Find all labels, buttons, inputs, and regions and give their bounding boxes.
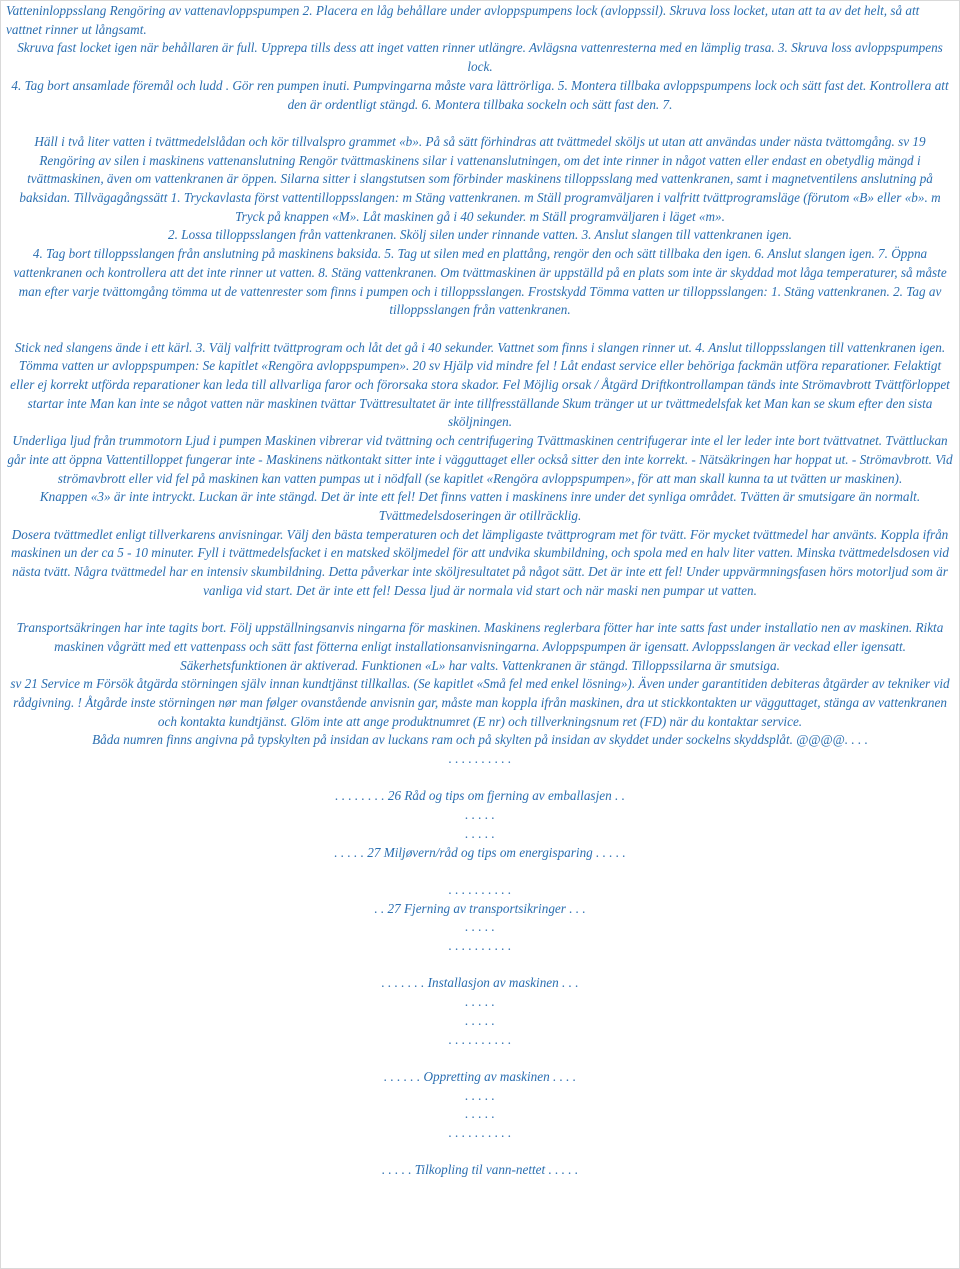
paragraph-5: 2. Lossa tilloppsslangen från vattenkranen. Skölj silen under rinnande vatten. 3. Anslut slangen till vattenkranen igen. bbox=[168, 227, 792, 243]
toc-line: . . . . . bbox=[465, 919, 495, 935]
toc-line: . . . . . . . . . . bbox=[448, 1031, 512, 1047]
spacer bbox=[1, 1143, 959, 1162]
toc-line: . . . . . . . . 26 Råd og tips om fjerning av emballasjen . . bbox=[335, 788, 625, 804]
toc-line: . . . . . 27 Miljøvern/råd og tips om energisparing . . . . . bbox=[334, 844, 626, 860]
paragraph-9: Knappen «3» är inte intryckt. Luckan är inte stängd. Det är inte ett fel! Det finns vatten i maskinens inre under det synliga området. Tvätten är smutsigare än normalt. Tvättmedelsdoseringen är otillräcklig. bbox=[39, 489, 921, 523]
toc-line: . . . . . . Oppretting av maskinen . . . . bbox=[383, 1068, 577, 1084]
toc-line: . . . . . bbox=[465, 1012, 495, 1028]
toc-line: . . . . . . . Installasjon av maskinen . . . bbox=[381, 975, 579, 991]
paragraph-4: Häll i två liter vatten i tvättmedelslådan och kör tillvalspro grammet «b». På så sätt förhindras att tvättmedel sköljs ut utan att användas under nästa tvättomgång. sv 19 Rengöring av silen i maskinens vattenanslutning Rengör tvättmaskinens silar i vattenanslutningen, om det inte rinner in något vatten eller endast en obetydlig mängd i tvättmaskinen, även om vattenkranen är öppen. Silarna sitter i slangstutsen som förbinder maskinens tilloppsslang med vattenkranen, samt i magnetventilens anslutning på baksidan. Tillvägagångssätt 1. Tryckavlasta först vattentilloppsslangen: m Stäng vattenkranen. m Ställ programväljaren i valfritt tvättprogramsläge (förutom «B» eller «b». m Tryck på knappen «M». Låt maskinen gå i 40 sekunder. m Ställ programväljaren i läget «m». bbox=[19, 133, 941, 224]
toc-line: . . . . . bbox=[465, 1087, 495, 1103]
paragraph-13: Båda numren finns angivna på typskylten på insidan av luckans ram och på skylten på insidan av skyddet under sockelns skyddsplåt. @@@@. . . . bbox=[92, 732, 868, 748]
paragraph-11: Transportsäkringen har inte tagits bort. Följ uppställningsanvis ningarna för maskinen. Maskinens reglerbara fötter har inte satts fast under installatio nen av maskinen. Rikta maskinen vågrätt med ett vattenpass och sätt fast fötterna enligt installationsanvisningarna. Avloppspumpen är igensatt. Avloppsslangen är veckad eller igensatt. Säkerhetsfunktionen är aktiverad. Funktionen «L» har valts. Vattenkranen är stängd. Tilloppssilarna är smutsiga. bbox=[16, 620, 944, 673]
toc-line: . . . . . . . . . . bbox=[448, 881, 512, 897]
toc-line: . . . . . . . . . . bbox=[448, 751, 512, 767]
toc-line: . . . . . . . . . . bbox=[448, 1125, 512, 1141]
toc-line: . . . . . bbox=[465, 807, 495, 823]
toc-line: . . . . . bbox=[465, 825, 495, 841]
paragraph-8: Underliga ljud från trummotorn Ljud i pumpen Maskinen vibrerar vid tvättning och centrifugering Tvättmaskinen centrifugerar inte el ler leder inte bort tvättvatnet. Tvättluckan går inte att öppna Vattentilloppet fungerar inte - Maskinens nätkontakt sitter inte i vägguttaget eller också sitter den inte korrekt. - Nätsäkringen har hoppat ut. - Strömavbrott. Vid strömavbrott eller vid fel på maskinen kan vatten pumpas ut i nödfall (se kapitlet «Rengöra avloppspumpen», för att man skall kunna ta ut tvätten ur maskinen). bbox=[7, 433, 953, 486]
spacer bbox=[1, 862, 959, 881]
toc-line: . . . . . bbox=[465, 1106, 495, 1122]
paragraph-3: 4. Tag bort ansamlade föremål och ludd . Gör ren pumpen inuti. Pumpvingarna måste vara lättrörliga. 5. Montera tillbaka avloppspumpens lock och sätt fast det. Kontrollera att den är ordentligt stängd. 6. Montera tillbaka sockeln och sätt fast den. 7. bbox=[11, 77, 949, 112]
paragraph-7: Stick ned slangens ände i ett kärl. 3. Välj valfritt tvättprogram och låt det gå i 40 sekunder. Vattnet som finns i slangen rinner ut. 4. Anslut tilloppsslangen till vattenkranen igen. Tömma vatten ur avloppspumpen: Se kapitlet «Rengöra avloppspumpen». 20 sv Hjälp vid mindre fel ! Låt endast service eller behöriga fackmän utföra reparationer. Felaktigt eller ej korrekt utförda reparationer kan leda till allvarliga faror och förorsaka stora skador. Fel Möjlig orsak / Åtgärd Driftkontrollampan tänds inte Strömavbrott Tvättförloppet startar inte Man kan inte se något vatten när maskinen tvättar Tvättresultatet är inte tillfresställande Skum tränger ut ur tvättmedelsfak ket Man kan se skum efter den sista sköljningen. bbox=[10, 339, 950, 430]
spacer bbox=[1, 769, 959, 788]
toc-line: . . . . . . . . . . bbox=[448, 938, 512, 954]
spacer bbox=[1, 114, 959, 133]
paragraph-6: 4. Tag bort tilloppsslangen från anslutning på maskinens baksida. 5. Tag ut silen med en plattång, rengör den och sätt tillbaka den igen. 6. Anslut slangen igen. 7. Öppna vattenkranen och kontrollera att det inte rinner ut vatten. 8. Stäng vattenkranen. Om tvättmaskinen är uppställd på en plats som inte är skyddad mot låga temperaturer, så måste man efter varje tvättomgång tömma ut de vattenrester som finns i pumpen och i tilloppsslangen. Frostskydd Tömma vatten ur tilloppsslangen: 1. Stäng vattenkranen. 2. Tag av tilloppsslangen från vattenkranen. bbox=[13, 246, 947, 318]
spacer bbox=[1, 956, 959, 975]
paragraph-10: Dosera tvättmedlet enligt tillverkarens anvisningar. Välj den bästa temperaturen och det lämpligaste tvättprogram met för tvätt. För mycket tvättmedel har använts. Koppla ifrån maskinen un der ca 5 - 10 minuter. Fyll i tvättmedelsfacket i en matsked sköljmedel för att undvika skumbildning, och spola med en halv liter vatten. Minska tvättmedelsdosen vid nästa tvätt. Några tvättmedel har en intensiv skumbildning. Detta påverkar inte sköljresultatet på något sätt. Det är inte ett fel! Under uppvärmningsfasen hörs motorljud som är vanliga vid start. Det är inte ett fel! Dessa ljud är normala vid start och när maski nen pumpar ut vatten. bbox=[11, 526, 949, 598]
paragraph-12: sv 21 Service m Försök åtgärda störningen själv innan kundtjänst tillkallas. (Se kapitlet «Små fel med enkel lösning»). Även under garantitiden debiteras åtgärder av tekniker vid rådgivning. ! Åtgårde inste störningen nør man følger ovanstående anvisnin gar, måste man koppla ifrån maskinen, dra ut stickkontakten ur vägguttaget, stänga av vattenkranen och kontakta kundtjänst. Glöm inte att ange produktnumret (E nr) och tillverkningsnum ret (FD) när du kontaktar service. bbox=[10, 676, 950, 729]
toc-line: . . 27 Fjerning av transportsikringer . . . bbox=[374, 900, 586, 916]
toc-line: . . . . . bbox=[465, 994, 495, 1010]
spacer bbox=[1, 1049, 959, 1068]
paragraph-2: Skruva fast locket igen när behållaren är full. Upprepa tills dess att inget vatten rinner utlängre. Avlägsna vattenresterna med en lämplig trasa. 3. Skruva loss avloppspumpens lock. bbox=[17, 40, 943, 75]
table-of-contents bbox=[1, 750, 959, 1180]
paragraph-1: Vatteninloppsslang Rengöring av vattenavloppspumpen 2. Placera en låg behållare under avloppspumpens lock (avloppssil). Skruva loss locket, utan att ta av det helt, så att vattnet rinner ut långsamt. bbox=[6, 3, 920, 37]
toc-line: . . . . . Tilkopling til vann-nettet . . . . . bbox=[381, 1162, 579, 1178]
spacer bbox=[1, 320, 959, 339]
spacer bbox=[1, 600, 959, 619]
